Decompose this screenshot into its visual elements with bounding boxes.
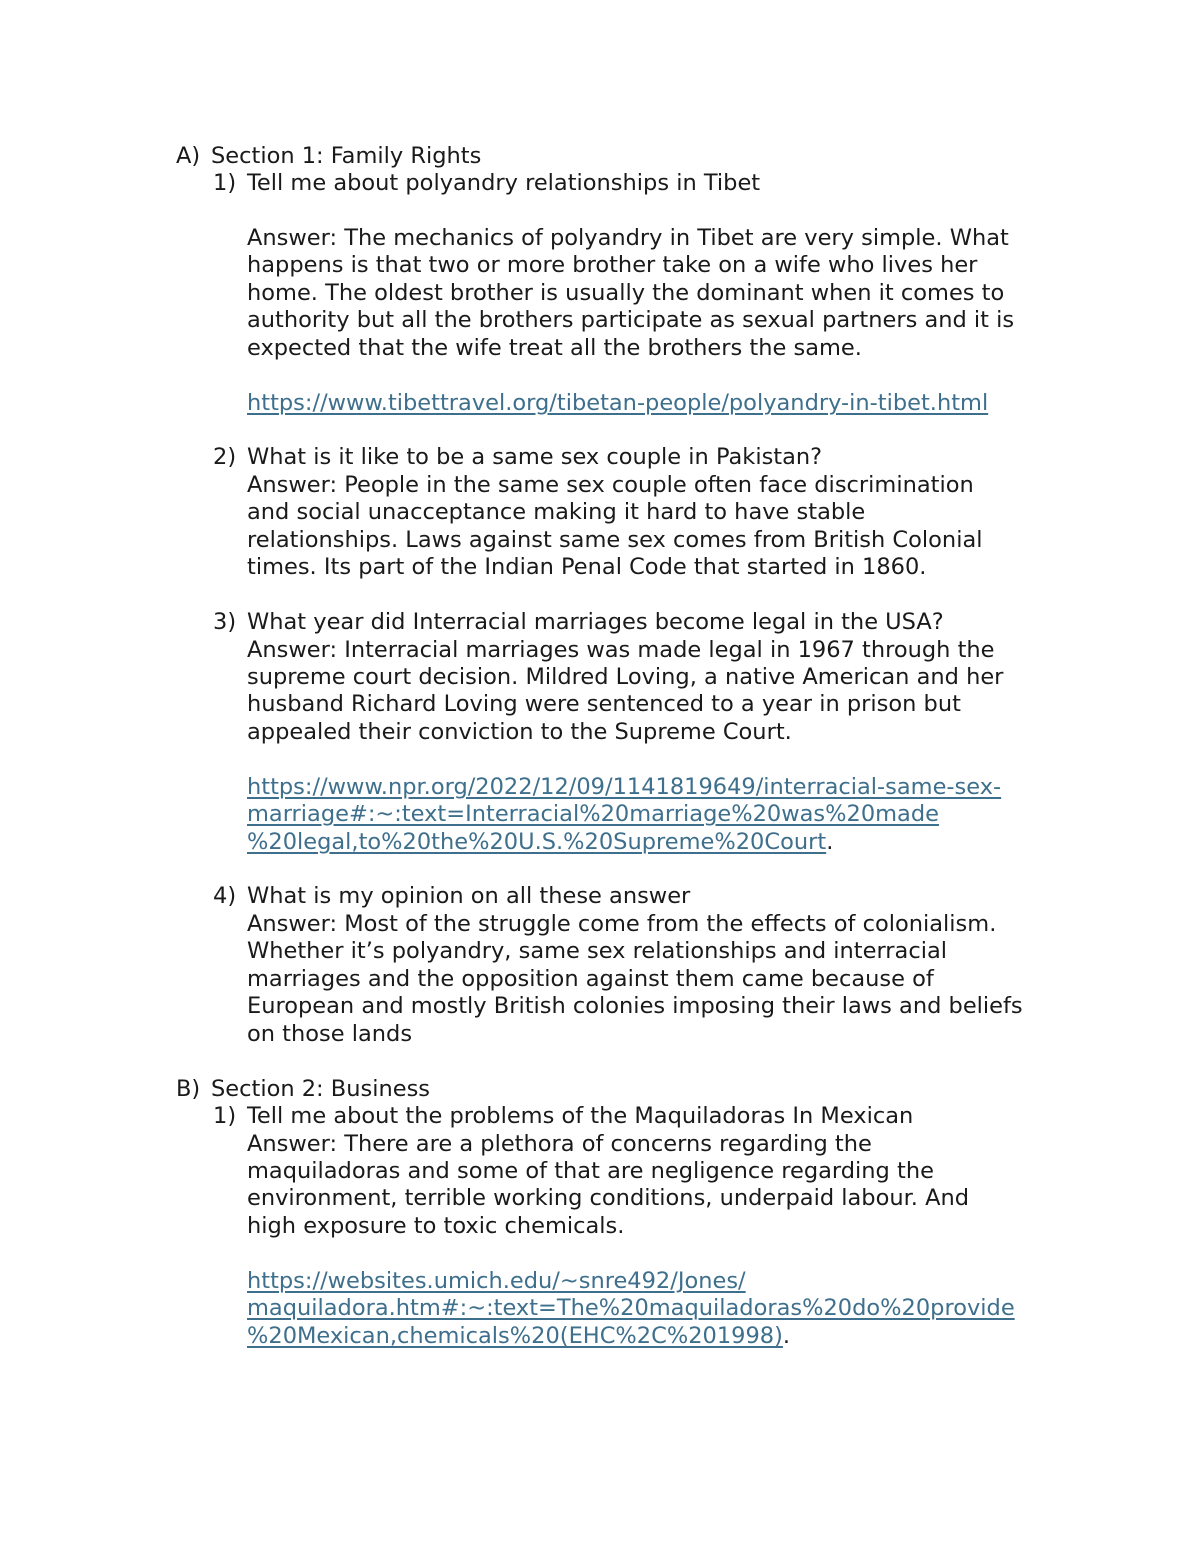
- source-link[interactable]: maquiladora.htm#:~:text=The%20maquiladoras%20do%20provide: [247, 1295, 1015, 1321]
- answer-line: relationships. Laws against same sex comes from British Colonial: [247, 527, 983, 553]
- answer-line: expected that the wife treat all the brothers the same.: [247, 335, 862, 361]
- source-link[interactable]: https://www.npr.org/2022/12/09/1141819649/interracial-same-sex-: [247, 774, 1002, 800]
- question-number: 3): [213, 609, 237, 635]
- answer-line: supreme court decision. Mildred Loving, a native American and her: [247, 664, 1004, 690]
- source-link-line: [247, 390, 988, 418]
- question-number: 4): [213, 883, 237, 909]
- section-marker: A): [176, 143, 201, 169]
- source-link-line: [247, 1268, 746, 1296]
- section-title: Section 2: Business: [211, 1076, 431, 1102]
- question-number: 1): [213, 170, 237, 196]
- answer-line: Answer: Interracial marriages was made legal in 1967 through the: [247, 637, 995, 663]
- answer-line: maquiladoras and some of that are negligence regarding the: [247, 1158, 934, 1184]
- source-link[interactable]: %20legal,to%20the%20U.S.%20Supreme%20Court: [247, 829, 827, 855]
- question-text: What year did Interracial marriages become legal in the USA?: [247, 609, 944, 635]
- source-link[interactable]: marriage#:~:text=Interracial%20marriage%20was%20made: [247, 801, 939, 827]
- answer-line: environment, terrible working conditions, underpaid labour. And: [247, 1185, 970, 1211]
- section-marker: B): [176, 1076, 201, 1102]
- answer-line: on those lands: [247, 1021, 413, 1047]
- answer-line: and social unacceptance making it hard to have stable: [247, 499, 866, 525]
- source-link[interactable]: %20Mexican,chemicals%20(EHC%2C%201998): [247, 1323, 783, 1349]
- source-link-line: [247, 801, 939, 829]
- answer-line: marriages and the opposition against them came because of: [247, 966, 934, 992]
- answer-line: Whether it’s polyandry, same sex relationships and interracial: [247, 938, 947, 964]
- source-link-line: [247, 829, 833, 857]
- answer-line: Answer: There are a plethora of concerns regarding the: [247, 1131, 872, 1157]
- source-link[interactable]: https://www.tibettravel.org/tibetan-people/polyandry-in-tibet.html: [247, 390, 989, 416]
- source-link[interactable]: https://websites.umich.edu/~snre492/Jones/: [247, 1268, 746, 1294]
- link-suffix: .: [826, 829, 834, 855]
- answer-line: appealed their conviction to the Supreme Court.: [247, 719, 792, 745]
- source-link-line: [247, 774, 1001, 802]
- answer-line: happens is that two or more brother take on a wife who lives her: [247, 252, 978, 278]
- answer-line: husband Richard Loving were sentenced to a year in prison but: [247, 691, 961, 717]
- source-link-line: [247, 1295, 1015, 1323]
- question-number: 2): [213, 444, 237, 470]
- answer-line: Answer: Most of the struggle come from the effects of colonialism.: [247, 911, 997, 937]
- answer-line: European and mostly British colonies imposing their laws and beliefs: [247, 993, 1023, 1019]
- question-text: Tell me about the problems of the Maquiladoras In Mexican: [247, 1103, 914, 1129]
- answer-line: home. The oldest brother is usually the dominant when it comes to: [247, 280, 1005, 306]
- link-suffix: .: [782, 1323, 791, 1349]
- answer-line: authority but all the brothers participate as sexual partners and it is: [247, 307, 1015, 333]
- question-text: What is my opinion on all these answer: [247, 883, 691, 909]
- answer-line: Answer: The mechanics of polyandry in Tibet are very simple. What: [247, 225, 1009, 251]
- source-link-line: [247, 1323, 790, 1351]
- question-text: Tell me about polyandry relationships in Tibet: [247, 170, 761, 196]
- answer-line: Answer: People in the same sex couple often face discrimination: [247, 472, 974, 498]
- section-title: Section 1: Family Rights: [211, 143, 482, 169]
- question-text: What is it like to be a same sex couple in Pakistan?: [247, 444, 823, 470]
- answer-line: times. Its part of the Indian Penal Code that started in 1860.: [247, 554, 927, 580]
- answer-line: high exposure to toxic chemicals.: [247, 1213, 625, 1239]
- question-number: 1): [213, 1103, 237, 1129]
